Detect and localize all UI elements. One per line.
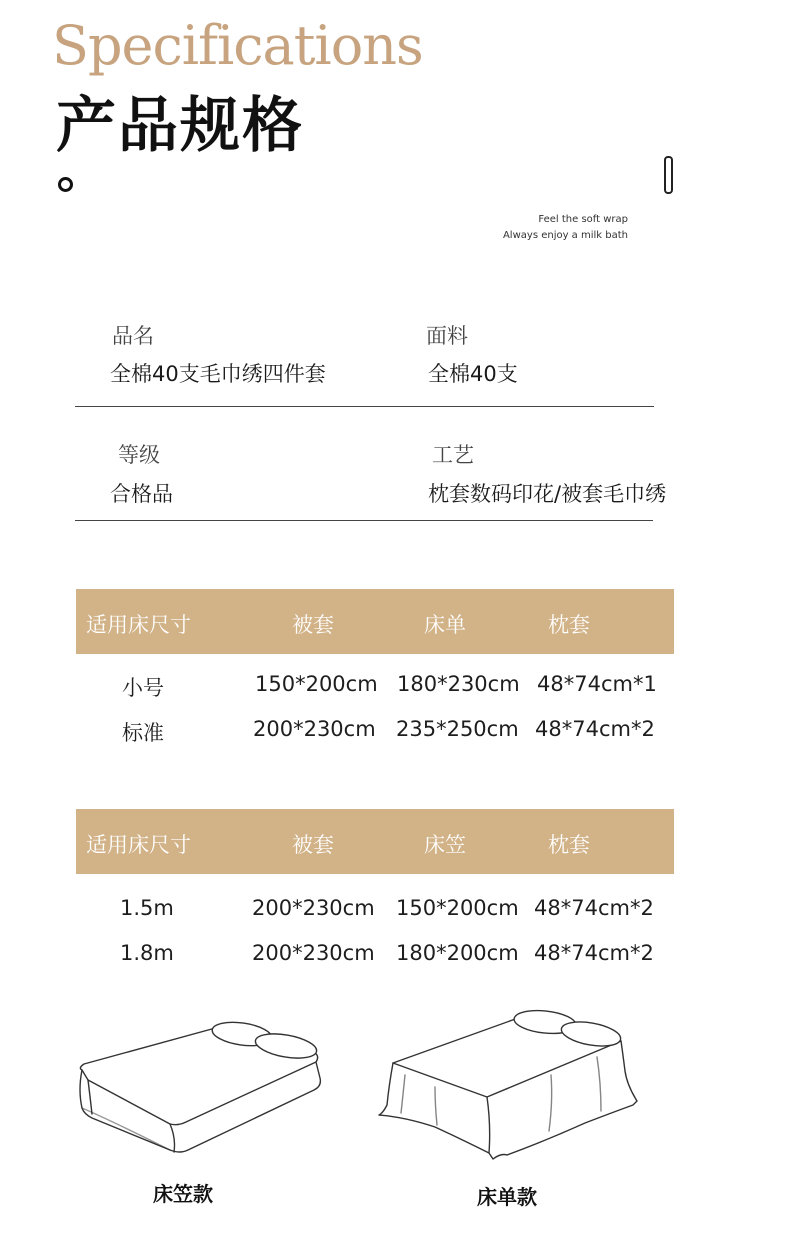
cell-duvet: 200*230cm xyxy=(252,941,375,965)
cell-pillowcase: 48*74cm*2 xyxy=(535,717,655,741)
fitted-sheet-bed-illustration xyxy=(70,1010,330,1160)
flat-sheet-bed-illustration xyxy=(375,1005,665,1165)
header-bed-size: 适用床尺寸 xyxy=(86,833,191,857)
tagline-line-2: Always enjoy a milk bath xyxy=(502,230,628,241)
grade-label: 等级 xyxy=(118,443,160,467)
cell-size: 1.8m xyxy=(120,941,174,965)
table-row xyxy=(0,717,790,747)
cell-size: 小号 xyxy=(122,676,164,700)
flat-sheet-caption: 床单款 xyxy=(477,1185,537,1209)
cell-size: 标准 xyxy=(122,721,164,745)
cell-size: 1.5m xyxy=(120,896,174,920)
product-name-value: 全棉40支毛巾绣四件套 xyxy=(110,362,326,386)
fabric-value: 全棉40支 xyxy=(428,362,518,386)
craft-value: 枕套数码印花/被套毛巾绣 xyxy=(428,482,667,506)
cell-duvet: 200*230cm xyxy=(252,896,375,920)
cell-pillowcase: 48*74cm*2 xyxy=(534,941,654,965)
tagline-line-1: Feel the soft wrap xyxy=(538,214,628,225)
sheet-table-header xyxy=(76,589,674,654)
title-english: Specifications xyxy=(52,14,423,77)
header-duvet: 被套 xyxy=(292,613,334,637)
header-duvet: 被套 xyxy=(292,833,334,857)
ring-dot-icon xyxy=(58,177,73,192)
cell-duvet: 150*200cm xyxy=(255,672,378,696)
header-pillowcase: 枕套 xyxy=(548,833,590,857)
craft-label: 工艺 xyxy=(432,443,474,467)
cell-sheet: 180*230cm xyxy=(397,672,520,696)
table-row xyxy=(0,941,790,971)
cell-pillowcase: 48*74cm*2 xyxy=(534,896,654,920)
header-pillowcase: 枕套 xyxy=(548,613,590,637)
cell-sheet: 235*250cm xyxy=(396,717,519,741)
cell-pillowcase: 48*74cm*1 xyxy=(537,672,657,696)
header-bed-size: 适用床尺寸 xyxy=(86,613,191,637)
product-name-label: 品名 xyxy=(112,324,154,348)
fitted-sheet-caption: 床笠款 xyxy=(153,1182,213,1206)
cell-fitted-sheet: 150*200cm xyxy=(396,896,519,920)
table-row xyxy=(0,896,790,926)
header-sheet: 床单 xyxy=(424,613,466,637)
divider xyxy=(75,520,653,521)
fabric-label: 面料 xyxy=(426,324,468,348)
divider xyxy=(75,406,654,407)
cell-fitted-sheet: 180*200cm xyxy=(396,941,519,965)
grade-value: 合格品 xyxy=(110,482,173,506)
vertical-pill-icon xyxy=(664,156,673,194)
table-row xyxy=(0,672,790,702)
page-title: 产品规格 xyxy=(56,91,304,161)
cell-duvet: 200*230cm xyxy=(253,717,376,741)
header-fitted-sheet: 床笠 xyxy=(424,833,466,857)
fitted-table-header xyxy=(76,809,674,874)
